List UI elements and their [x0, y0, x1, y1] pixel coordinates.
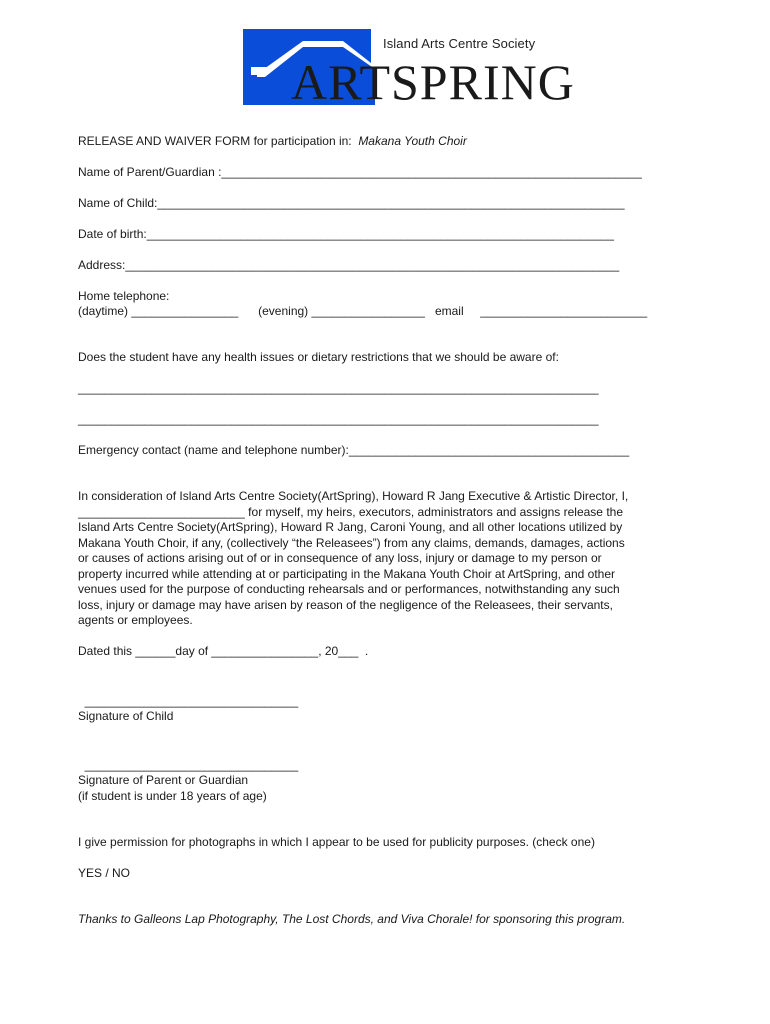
waiver-line: property incurred while attending at or participating in the Makana Youth Choir at ArtSpring, and other: [78, 566, 615, 581]
child-signature-line[interactable]: ________________________________: [78, 694, 299, 708]
form-title-prefix: RELEASE AND WAIVER FORM for participation in:: [78, 134, 359, 148]
organization-name: Island Arts Centre Society: [383, 36, 536, 51]
waiver-line: Island Arts Centre Society(ArtSpring), Howard R Jang, Caroni Young, and all other locations utilized by: [78, 520, 623, 534]
artspring-wordmark: ARTSPRING: [291, 54, 575, 110]
waiver-line: venues used for the purpose of conducting rehearsals and or performances, notwithstanding any such: [78, 582, 620, 596]
health-answer-line-1[interactable]: ______________________________________________________________________________: [78, 381, 599, 395]
sponsor-thanks: Thanks to Galleons Lap Photography, The Lost Chords, and Viva Chorale! for sponsoring this program.: [78, 912, 626, 926]
waiver-line: or causes of actions arising out of or in consequence of any loss, injury or damage to my person or: [78, 551, 602, 565]
yes-no-choice[interactable]: YES / NO: [78, 866, 131, 880]
parent-guardian-field[interactable]: Name of Parent/Guardian :_______________________________________________________________: [78, 165, 642, 179]
parent-signature-note: (if student is under 18 years of age): [78, 789, 267, 803]
parent-signature-label: Signature of Parent or Guardian: [78, 773, 249, 787]
program-name: Makana Youth Choir: [358, 134, 467, 148]
waiver-paragraph: [78, 489, 662, 629]
waiver-line: agents or employees.: [78, 613, 193, 627]
form-title: [78, 134, 467, 149]
home-telephone-label: Home telephone:: [78, 289, 170, 303]
child-signature-label: Signature of Child: [78, 709, 174, 723]
address-field[interactable]: Address:__________________________________________________________________________: [78, 258, 620, 272]
waiver-line: In consideration of Island Arts Centre Society(ArtSpring), Howard R Jang Executive & Artistic Director, I,: [78, 489, 629, 503]
health-answer-line-2[interactable]: ______________________________________________________________________________: [78, 412, 599, 426]
parent-signature-line[interactable]: ________________________________: [78, 758, 299, 772]
photo-permission-text: I give permission for photographs in which I appear to be used for publicity purposes. (check one): [78, 835, 595, 849]
waiver-line[interactable]: _________________________ for myself, my heirs, executors, administrators and assigns release the: [78, 504, 623, 519]
emergency-contact-field[interactable]: Emergency contact (name and telephone number):__________________________________________: [78, 443, 630, 457]
health-question: Does the student have any health issues or dietary restrictions that we should be aware of:: [78, 350, 559, 364]
phone-email-fields[interactable]: (daytime) ________________ (evening) _________________ email _________________________: [78, 304, 648, 318]
waiver-line: loss, injury or damage may have arisen by reason of the negligence of the Releasees, their servants,: [78, 597, 613, 612]
dated-field[interactable]: Dated this ______day of ________________, 20___ .: [78, 644, 369, 658]
artspring-logo: [243, 27, 575, 110]
waiver-line: Makana Youth Choir, if any, (collectively “the Releasees”) from any claims, demands, damages, actions: [78, 535, 625, 550]
date-of-birth-field[interactable]: Date of birth:______________________________________________________________________: [78, 227, 614, 241]
child-name-field[interactable]: Name of Child:______________________________________________________________________: [78, 196, 625, 210]
